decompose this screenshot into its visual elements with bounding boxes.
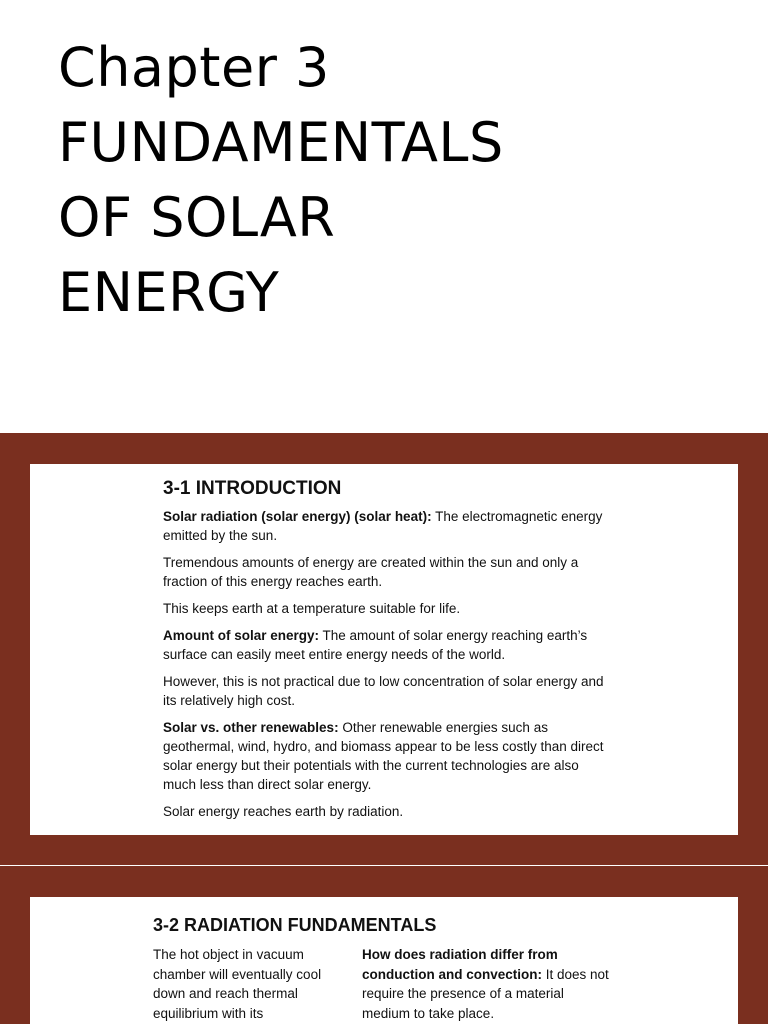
slide-1-para-2: Tremendous amounts of energy are created within the sun and only a fraction of this energy reaches earth. bbox=[163, 555, 579, 589]
para-text: The amount of solar energy reaching earth’s surface can easily meet entire energy needs of the world. bbox=[163, 628, 588, 662]
slide-1-content bbox=[163, 478, 608, 829]
slide-1-para-6 bbox=[163, 718, 608, 794]
slide-2-left-column: The hot object in vacuum chamber will eventually cool down and reach thermal equilibrium with its bbox=[153, 947, 322, 1021]
slide-2-content bbox=[153, 914, 613, 1023]
slide-1-para-5: However, this is not practical due to low concentration of solar energy and its relatively high cost. bbox=[163, 674, 604, 708]
title-line-3: OF SOLAR bbox=[58, 186, 336, 249]
slide-1-para-1 bbox=[163, 507, 608, 545]
slide-2-columns bbox=[153, 945, 613, 1023]
slide-1-heading: 3-1 INTRODUCTION bbox=[163, 478, 342, 499]
slide-1-para-7: Solar energy reaches earth by radiation. bbox=[163, 804, 404, 819]
term-radiation-differ: How does radiation differ from conduction and convection: bbox=[362, 947, 558, 982]
slide-1-para-3: This keeps earth at a temperature suitable for life. bbox=[163, 601, 461, 616]
slide-2-right-column bbox=[362, 945, 612, 1023]
slide-2-heading: 3-2 RADIATION FUNDAMENTALS bbox=[153, 915, 437, 935]
para-text: The electromagnetic energy emitted by the sun. bbox=[163, 509, 603, 543]
term-amount: Amount of solar energy: bbox=[163, 628, 320, 643]
title-line-4: ENERGY bbox=[58, 261, 280, 324]
slide-1-para-4 bbox=[163, 626, 608, 664]
title-line-2: FUNDAMENTALS bbox=[58, 111, 504, 174]
para-text: It does not require the presence of a material medium to take place. bbox=[362, 966, 609, 1021]
para-text: Other renewable energies such as geothermal, wind, hydro, and biomass appear to be less costly than direct solar energy but their potentials with the current technologies are also much less than direct solar energy. bbox=[163, 720, 604, 792]
chapter-title bbox=[58, 30, 504, 330]
title-line-1: Chapter 3 bbox=[58, 36, 330, 99]
term-renewables: Solar vs. other renewables: bbox=[163, 720, 339, 735]
term-solar-radiation: Solar radiation (solar energy) (solar heat): bbox=[163, 509, 432, 524]
